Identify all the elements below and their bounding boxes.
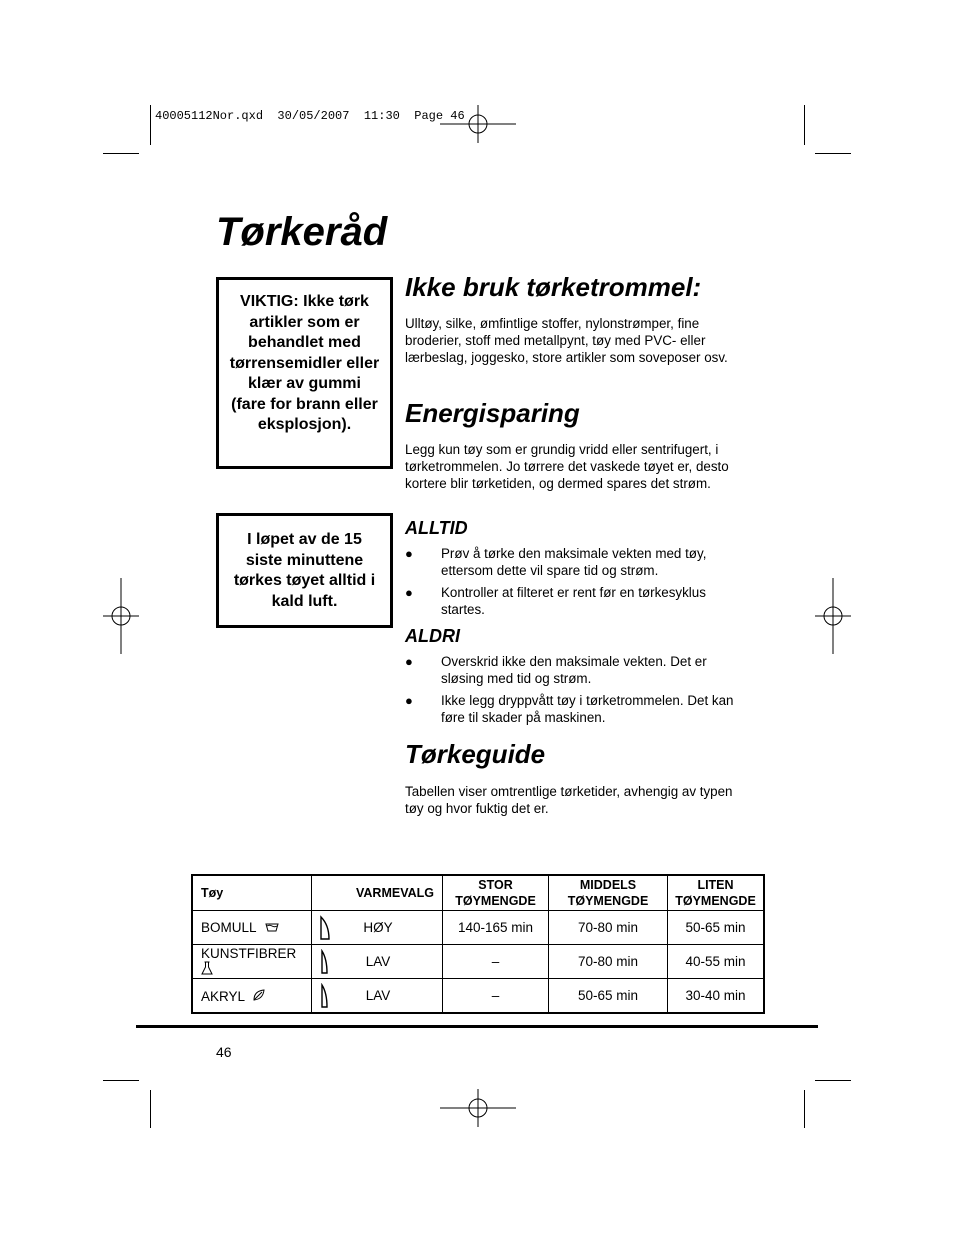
warning-box: VIKTIG: Ikke tørk artikler som er behandlet med tørrensemidler eller klær av gummi (fare for brann eller eksplosjon). bbox=[216, 277, 393, 469]
header-heat: VARMEVALG bbox=[312, 875, 443, 911]
registration-mark-icon bbox=[815, 578, 851, 654]
table-header-row bbox=[192, 875, 764, 911]
drying-guide-table bbox=[191, 874, 765, 1014]
medium-load-cell: 70-80 min bbox=[549, 945, 668, 979]
bullet-icon: ● bbox=[405, 585, 413, 600]
file-slug: 40005112Nor.qxd 30/05/2007 11:30 Page 46 bbox=[155, 109, 465, 123]
bullet-icon: ● bbox=[405, 654, 413, 669]
high-heat-icon bbox=[318, 915, 330, 941]
registration-mark-icon bbox=[103, 578, 139, 654]
header-large: STOR TØYMENGDE bbox=[443, 875, 549, 911]
guide-heading: Tørkeguide bbox=[405, 739, 546, 769]
medium-load-cell: 70-80 min bbox=[549, 911, 668, 945]
registration-mark-icon bbox=[440, 1089, 516, 1127]
heat-cell: LAV bbox=[312, 945, 443, 979]
energy-heading: Energisparing bbox=[405, 398, 580, 428]
leaf-icon bbox=[252, 988, 266, 1002]
small-load-cell: 30-40 min bbox=[668, 979, 765, 1014]
page-number: 46 bbox=[216, 1044, 232, 1060]
bullet-icon: ● bbox=[405, 693, 413, 708]
registration-mark-icon bbox=[440, 105, 516, 143]
guide-text: Tabellen viser omtrentlige tørketider, avhengig av typen tøy og hvor fuktig det er. bbox=[405, 784, 733, 816]
header-small: LITEN TØYMENGDE bbox=[668, 875, 765, 911]
cotton-tub-icon bbox=[264, 921, 280, 933]
bullet-icon: ● bbox=[405, 546, 413, 561]
header-medium: MIDDELS TØYMENGDE bbox=[549, 875, 668, 911]
low-heat-icon bbox=[318, 949, 330, 975]
no-dryer-heading: Ikke bruk tørketrommel: bbox=[405, 272, 702, 302]
large-load-cell: 140-165 min bbox=[443, 911, 549, 945]
fabric-cell: BOMULL bbox=[192, 911, 312, 945]
small-load-cell: 40-55 min bbox=[668, 945, 765, 979]
small-load-cell: 50-65 min bbox=[668, 911, 765, 945]
footer-rule bbox=[136, 1025, 818, 1028]
fabric-cell: AKRYL bbox=[192, 979, 312, 1014]
table-row bbox=[192, 979, 764, 1014]
energy-text: Legg kun tøy som er grundig vridd eller sentrifugert, i tørketrommelen. Jo tørrere det vaskede tøyet er, desto kortere blir tørketiden, og dermed spares det strøm. bbox=[405, 442, 729, 491]
never-heading: ALDRI bbox=[405, 626, 460, 646]
cold-air-box: I løpet av de 15 siste minuttene tørkes tøyet alltid i kald luft. bbox=[216, 513, 393, 628]
heat-cell: HØY bbox=[312, 911, 443, 945]
always-heading: ALLTID bbox=[405, 518, 468, 538]
medium-load-cell: 50-65 min bbox=[549, 979, 668, 1014]
page-title: Tørkeråd bbox=[216, 210, 388, 254]
fabric-cell: KUNSTFIBRER bbox=[192, 945, 312, 979]
large-load-cell: – bbox=[443, 945, 549, 979]
flask-icon bbox=[201, 961, 213, 975]
low-heat-icon bbox=[318, 983, 330, 1009]
table-row bbox=[192, 945, 764, 979]
no-dryer-text: Ulltøy, silke, ømfintlige stoffer, nylonstrømper, fine broderier, stoff med metallpynt, tøy med PVC- eller lærbeslag, joggesko, store artikler som soveposer osv. bbox=[405, 316, 728, 365]
table-row bbox=[192, 911, 764, 945]
heat-cell: LAV bbox=[312, 979, 443, 1014]
large-load-cell: – bbox=[443, 979, 549, 1014]
header-fabric: Tøy bbox=[192, 875, 312, 911]
